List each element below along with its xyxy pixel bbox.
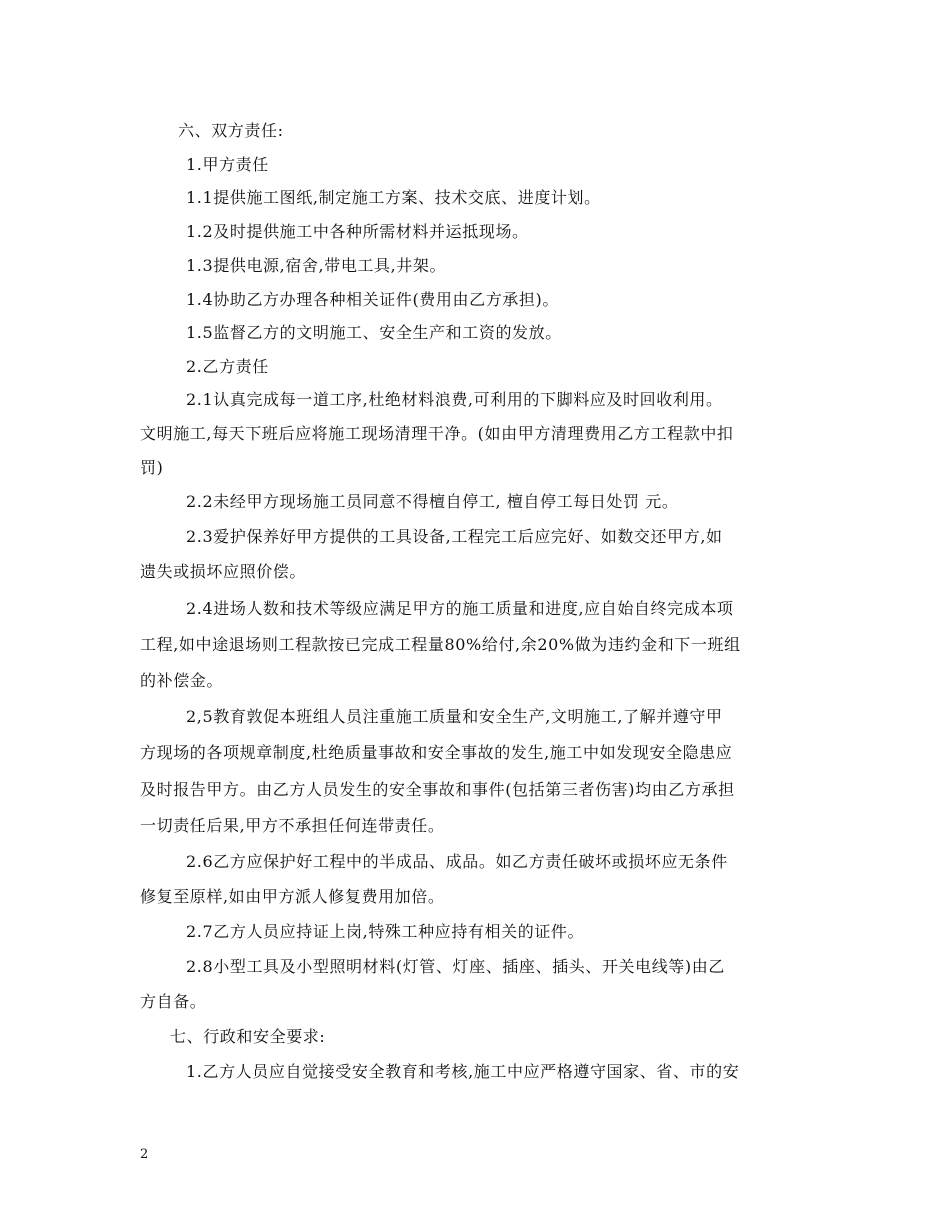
clause-line: 1.1提供施工图纸,制定施工方案、技术交底、进度计划。 — [186, 188, 601, 207]
clause-line: 及时报告甲方。由乙方人员发生的安全事故和事件(包括第三者伤害)均由乙方承担 — [140, 780, 735, 799]
clause-line: 一切责任后果,甲方不承担任何连带责任。 — [140, 816, 445, 835]
clause-line: 修复至原样,如由甲方派人修复费用加倍。 — [140, 887, 445, 906]
clause-line: 2.6乙方应保护好工程中的半成品、成品。如乙方责任破坏或损坏应无条件 — [186, 852, 728, 871]
clause-line: 1.3提供电源,宿舍,带电工具,井架。 — [186, 256, 447, 275]
clause-line: 2.4进场人数和技术等级应满足甲方的施工质量和进度,应自始自终完成本项 — [186, 599, 734, 618]
clause-line: 2.2未经甲方现场施工员同意不得檀自停工, 檀自停工每日处罚 元。 — [186, 492, 679, 511]
subsection-heading: 2.乙方责任 — [186, 357, 269, 376]
clause-line: 方自备。 — [140, 992, 207, 1011]
clause-line: 方现场的各项规章制度,杜绝质量事故和安全事故的发生,施工中如发现安全隐患应 — [140, 743, 733, 762]
clause-line: 2.3爱护保养好甲方提供的工具设备,工程完工后应完好、如数交还甲方,如 — [186, 527, 723, 546]
section-heading: 七、行政和安全要求: — [170, 1027, 326, 1046]
section-heading: 六、双方责任: — [178, 121, 284, 140]
clause-line: 罚) — [140, 458, 164, 477]
clause-line: 的补偿金。 — [140, 671, 224, 690]
clause-line: 工程,如中途退场则工程款按已完成工程量80%给付,余20%做为违约金和下一班组 — [140, 635, 741, 654]
clause-line: 2.1认真完成每一道工序,杜绝材料浪费,可利用的下脚料应及时回收利用。 — [186, 390, 723, 409]
page-number: 2 — [140, 1147, 149, 1162]
clause-line: 1.4协助乙方办理各种相关证件(费用由乙方承担)。 — [186, 290, 559, 309]
clause-line: 1.乙方人员应自觉接受安全教育和考核,施工中应严格遵守国家、省、市的安 — [186, 1062, 740, 1081]
clause-line: 2.7乙方人员应持证上岗,特殊工种应持有相关的证件。 — [186, 922, 585, 941]
clause-line: 文明施工,每天下班后应将施工现场清理干净。(如由甲方清理费用乙方工程款中扣 — [140, 424, 734, 443]
clause-line: 遗失或损坏应照价偿。 — [140, 562, 307, 581]
clause-line: 1.5监督乙方的文明施工、安全生产和工资的发放。 — [186, 323, 562, 342]
clause-line: 1.2及时提供施工中各种所需材料并运抵现场。 — [186, 222, 529, 241]
clause-line: 2.8小型工具及小型照明材料(灯管、灯座、插座、插头、开关电线等)由乙 — [186, 957, 725, 976]
subsection-heading: 1.甲方责任 — [186, 155, 269, 174]
clause-line: 2,5教育敦促本班组人员注重施工质量和安全生产,文明施工,了解并遵守甲 — [186, 707, 723, 726]
